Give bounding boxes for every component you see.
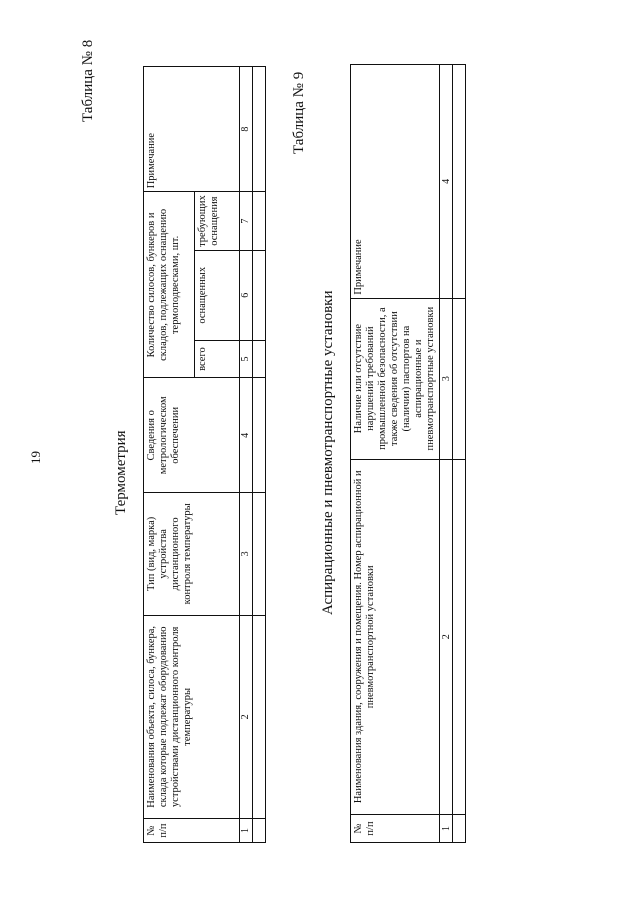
- table8-col-number: 3: [240, 493, 253, 615]
- table8-col-number: 4: [240, 378, 253, 493]
- table8-header-needed: требующих оснащения: [195, 192, 240, 251]
- table8-header-device-type: Тип (вид, марка) устройства дистанционного контроля температуры: [144, 493, 240, 615]
- table9-header-note: Примечание: [351, 65, 440, 299]
- table9-empty-cell: [453, 298, 466, 459]
- table8-empty-cell: [253, 250, 266, 340]
- table8-header-metrology: Сведения о метрологическом обеспечении: [144, 378, 240, 493]
- table8-col-number: 7: [240, 192, 253, 251]
- table9-col-number: 3: [440, 298, 453, 459]
- table8-col-number: 2: [240, 615, 253, 819]
- table9-header-violations: Наличие или отсутствие нарушений требований промышленной безопасности, а также сведения об отсутствии (наличии) паспортов на аспирационные и пневмотранспортные установки: [351, 298, 440, 459]
- table8-empty-cell: [253, 340, 266, 378]
- table8-col-number: 1: [240, 819, 253, 843]
- table8-empty-cell: [253, 615, 266, 819]
- table8-empty-cell: [253, 493, 266, 615]
- table8-empty-cell: [253, 378, 266, 493]
- table9-empty-cell: [453, 459, 466, 814]
- table9: [350, 64, 466, 843]
- table8-header-quantity-group: Количество силосов, бункеров и складов, подлежащих оснащению термоподвесками, шт.: [144, 192, 195, 378]
- table9-header-number: № п/п: [351, 815, 440, 843]
- table9-empty-cell: [453, 65, 466, 299]
- table9-empty-cell: [453, 815, 466, 843]
- table8-header-total: всего: [195, 340, 240, 378]
- table8-header-object: Наименования объекта, силоса, бункера, склада которые подлежат оборудованию устройствами дистанционного контроля температуры: [144, 615, 240, 819]
- table8-header-equipped: оснащенных: [195, 250, 240, 340]
- table8-col-number: 6: [240, 250, 253, 340]
- table8-empty-cell: [253, 192, 266, 251]
- table9-header-building: Наименования здания, сооружения и помещения. Номер аспирационной и пневмотранспортной установки: [351, 459, 440, 814]
- table9-col-number: 4: [440, 65, 453, 299]
- table8-empty-cell: [253, 819, 266, 843]
- table9-col-number: 2: [440, 459, 453, 814]
- page-number: 19: [28, 451, 43, 464]
- table8-header-note: Примечание: [144, 67, 240, 192]
- table8-caption: Таблица № 8: [80, 39, 96, 122]
- table9-col-number: 1: [440, 815, 453, 843]
- table8: [143, 66, 266, 843]
- table9-caption: Таблица № 9: [291, 71, 307, 154]
- table8-title: Термометрия: [113, 430, 129, 515]
- table8-empty-cell: [253, 67, 266, 192]
- table8-col-number: 5: [240, 340, 253, 378]
- table8-col-number: 8: [240, 67, 253, 192]
- table9-title: Аспирационные и пневмотранспортные установки: [320, 290, 336, 615]
- table8-header-number: № п/п: [144, 819, 240, 843]
